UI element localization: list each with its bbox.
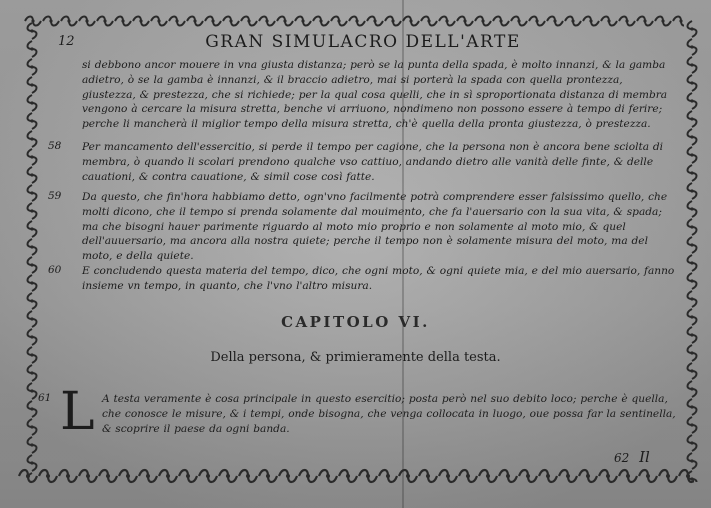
- ornamental-border-right: [684, 20, 700, 482]
- paragraph-number: 61: [38, 392, 52, 404]
- paragraph-number: 60: [48, 264, 62, 276]
- paragraph-continuation: si debbono ancor mouere in vna giusta distanza; però se la punta della spada, è molto innanzi, & la gamba adietro, ò se la gamba è innanzi, & il braccio adietro, mai si porterà la spada con quella prontezza, giustezza, & prestezza, che si richiede; per la qual cosa quelli, che in sì sproportionata distanza di membra vengono à cercare la misura stretta, benche vi arriuono, nondimeno non possono essere à tempo di ferire; perche li mancherà il miglior tempo della misura stretta, ch'è quella della pronta giustezza, ò prestezza.: [82, 59, 668, 131]
- ornamental-border-top: [24, 14, 684, 28]
- drop-cap: L: [60, 382, 95, 442]
- paragraph: Da questo, che fin'hora habbiamo detto, ogn'vno facilmente potrà comprendere esser falsissimo quello, che molti dicono, che il tempo si prenda solamente dal mouimento, che fa l'auersario con la sua vita, & spada; ma che bisogni hauer parimente riguardo al moto mio proprio e non solamente al moto mio, & quel dell'auuersario, ma ancora alla nostra quiete; perche il tempo non è solamente misura del moto, ma del moto, e della quiete.: [82, 191, 668, 263]
- paragraph-number: 58: [48, 140, 62, 152]
- page-number: 12: [58, 34, 75, 49]
- ornamental-border-left: [24, 22, 40, 478]
- paragraph-number: 59: [48, 190, 62, 202]
- paragraph: E concludendo questa materia del tempo, dico, che ogni moto, & ogni quiete mia, e del mio auersario, fanno insieme vn tempo, in quanto, che l'vno l'altro misura.: [82, 265, 675, 292]
- chapter-title: CAPITOLO VI.: [281, 313, 430, 331]
- catchword-line: [614, 448, 650, 466]
- paragraph: A testa veramente è cosa principale in questo esercitio; posta però nel suo debito loco; perche è quella, che conosce le misure, & i tempi, onde bisogna, che venga collocata in luogo, oue possa far la sentinella, & scoprire il paese da ogni banda.: [102, 393, 676, 435]
- chapter-subtitle: Della persona, & primieramente della testa.: [210, 350, 501, 365]
- next-paragraph-number: 62: [614, 451, 630, 465]
- page-header: [58, 32, 668, 52]
- paragraph: Per mancamento dell'essercitio, si perde il tempo per cagione, che la persona non è ancora bene sciolta di membra, ò quando li scolari prendono qualche vso cattiuo, andando dietro alle vanità delle finte, & delle cauationi, & contra cauatione, & simil cose così fatte.: [82, 141, 664, 183]
- catchword: Il: [639, 448, 650, 466]
- running-head: GRAN SIMULACRO DELL'ARTE: [205, 32, 521, 52]
- ornamental-border-bottom: [18, 466, 694, 486]
